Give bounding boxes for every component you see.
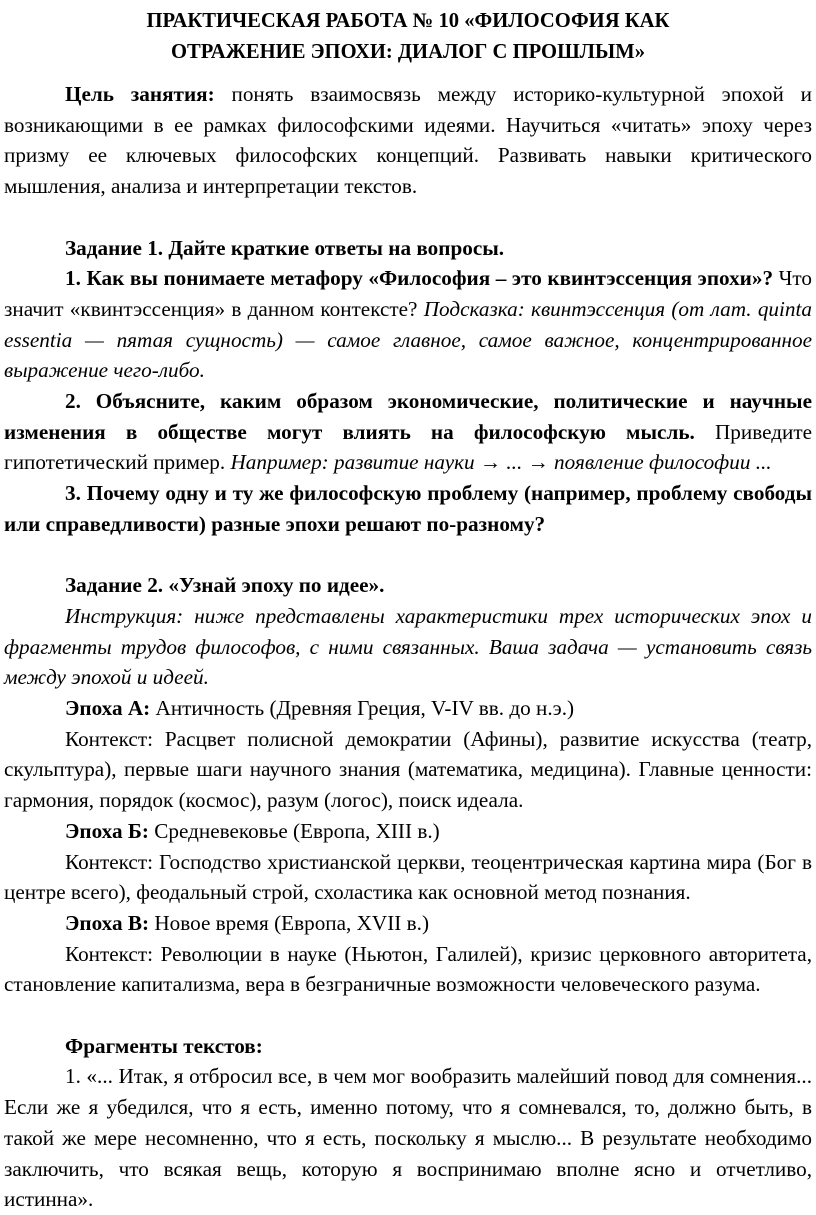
spacer	[4, 1000, 812, 1031]
goal-label: Цель занятия:	[65, 82, 215, 106]
epoch-a-title	[4, 693, 812, 724]
epoch-a-name: Античность (Древняя Греция, V-IV вв. до н.э.)	[150, 696, 575, 721]
q1-bold: 1. Как вы понимаете метафору «Философия – это квинтэссенция эпохи»?	[65, 266, 774, 291]
goal-text: понять взаимосвязь между историко-культурной эпохой и возникающими в ее рамках философскими идеями. Научиться «читать» эпоху через призму ее ключевых философских концепций. Развивать навыки критического мышления, анализа и интерпретации текстов.	[4, 82, 812, 199]
task2-heading: Задание 2. «Узнай эпоху по идее».	[65, 573, 385, 598]
q2-example: Например: развитие науки → ... → появление философии ...	[230, 450, 772, 475]
epoch-a-label: Эпоха А:	[65, 696, 151, 721]
epoch-c-label: Эпоха В:	[65, 910, 150, 935]
title-line-1: ПРАКТИЧЕСКАЯ РАБОТА № 10 «ФИЛОСОФИЯ КАК	[146, 10, 670, 32]
epoch-b-label: Эпоха Б:	[65, 818, 149, 843]
document-body	[4, 79, 812, 1215]
epoch-b-title	[4, 816, 812, 847]
task2-instruction: Инструкция: ниже представлены характеристики трех исторических эпох и фрагменты трудов философов, с ними связанных. Ваша задача — установить связь между эпохой и идеей.	[4, 603, 812, 690]
goal-paragraph	[4, 79, 812, 202]
epoch-c-context: Контекст: Революции в науке (Ньютон, Галилей), кризис церковного авторитета, становление капитализма, вера в безграничные возможности человеческого разума.	[4, 941, 812, 997]
task1-heading: Задание 1. Дайте краткие ответы на вопросы.	[65, 235, 505, 260]
spacer	[4, 202, 812, 233]
epoch-c-title	[4, 908, 812, 939]
epoch-b-context: Контекст: Господство христианской церкви, теоцентрическая картина мира (Бог в центре всего), феодальный строй, схоластика как основной метод познания.	[4, 849, 812, 905]
q2-bold: 2. Объясните, каким образом экономические, политические и научные изменения в обществе могут влиять на философскую мысль.	[4, 389, 812, 444]
q2-text: Приведите гипотетический пример.	[4, 419, 812, 475]
fragment-1: 1. «... Итак, я отбросил все, в чем мог вообразить малейший повод для сомнения... Если же я убедился, что я есть, именно потому, что я сомневался, то, должно быть, в такой же мере несомненно, что я есть, поскольку я мыслю... В результате необходимо заключить, что всякая вещь, которую я воспринимаю вполне ясно и отчетливо, истинна».	[4, 1064, 812, 1212]
spacer	[4, 540, 812, 571]
epoch-a-context: Контекст: Расцвет полисной демократии (Афины), развитие искусства (театр, скульптура), первые шаги научного знания (математика, медицина). Главные ценности: гармония, порядок (космос), разум (логос), поиск идеала.	[4, 726, 812, 813]
q1-hint: Подсказка: квинтэссенция (от лат. quinta essentia — пятая сущность) — самое главное, самое важное, концентрированное выражение чего-либо.	[4, 296, 812, 383]
title-line-2: ОТРАЖЕНИЕ ЭПОХИ: ДИАЛОГ С ПРОШЛЫМ»	[171, 41, 645, 63]
page-title	[4, 6, 812, 68]
epoch-c-name: Новое время (Европа, XVII в.)	[149, 910, 429, 935]
task1-question-1	[4, 263, 812, 386]
epoch-b-name: Средневековье (Европа, XIII в.)	[148, 818, 440, 843]
q1-text: Что значит «квинтэссенция» в данном контексте?	[4, 266, 812, 321]
task1-question-2	[4, 386, 812, 478]
task1-question-3: 3. Почему одну и ту же философскую проблему (например, проблему свободы или справедливости) разные эпохи решают по-разному?	[4, 481, 812, 536]
fragments-heading: Фрагменты текстов:	[65, 1033, 263, 1058]
